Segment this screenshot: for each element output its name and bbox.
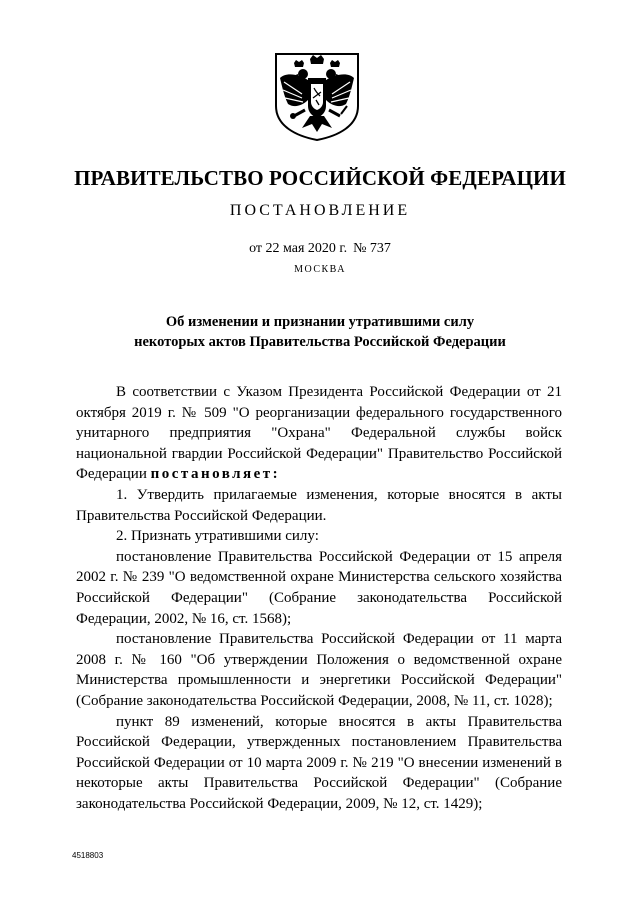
- item-2-paragraph: 2. Признать утратившими силу:: [116, 528, 319, 545]
- document-type: ПОСТАНОВЛЕНИЕ: [229, 202, 411, 219]
- item-1-paragraph: 1. Утвердить прилагаемые изменения, которые вносятся в акты Правительства Российской Федерации.: [76, 486, 562, 524]
- act-2-paragraph: постановление Правительства Российской Федерации от 11 марта 2008 г. № 160 "Об утверждении Положения о ведомственной охране Министерства промышленности и энергетики Российской Федерации" (Собрание законодательства Российской Федерации, 2008, № 11, ст. 1028);: [76, 631, 562, 709]
- document-code: 4518803: [72, 851, 104, 860]
- document-body: [76, 382, 562, 814]
- russian-coat-of-arms-icon: [272, 50, 362, 142]
- government-title: ПРАВИТЕЛЬСТВО РОССИЙСКОЙ ФЕДЕРАЦИИ: [74, 166, 566, 190]
- resolves-word: постановляет:: [150, 466, 281, 483]
- document-number: № 737: [353, 241, 391, 256]
- document-city: МОСКВА: [294, 264, 346, 275]
- document-date-line: [0, 241, 640, 257]
- document-subject: [0, 312, 640, 352]
- subject-line-2: некоторых актов Правительства Российской Федерации: [134, 334, 506, 350]
- preamble-paragraph: [76, 382, 562, 485]
- preamble-text: В соответствии с Указом Президента Российской Федерации от 21 октября 2019 г. № 509 "О реорганизации федерального государственного унитарного предприятия "Охрана" Федеральной службы войск национальной гвардии Российской Федерации" Правительство Российской Федерации: [76, 384, 562, 483]
- document-date: от 22 мая 2020 г.: [249, 241, 348, 256]
- subject-line-1: Об изменении и признании утратившими силу: [165, 314, 475, 330]
- act-1-paragraph: постановление Правительства Российской Федерации от 15 апреля 2002 г. № 239 "О ведомственной охране Министерства сельского хозяйства Российской Федерации" (Собрание законодательства Российской Федерации, 2002, № 16, ст. 1568);: [76, 548, 562, 627]
- act-3-paragraph: пункт 89 изменений, которые вносятся в акты Правительства Российской Федерации, утвержденных постановлением Правительства Российской Федерации от 10 марта 2009 г. № 219 "О внесении изменений в некоторые акты Правительства Российской Федерации" (Собрание законодательства Российской Федерации, 2009, № 12, ст. 1429);: [76, 713, 562, 812]
